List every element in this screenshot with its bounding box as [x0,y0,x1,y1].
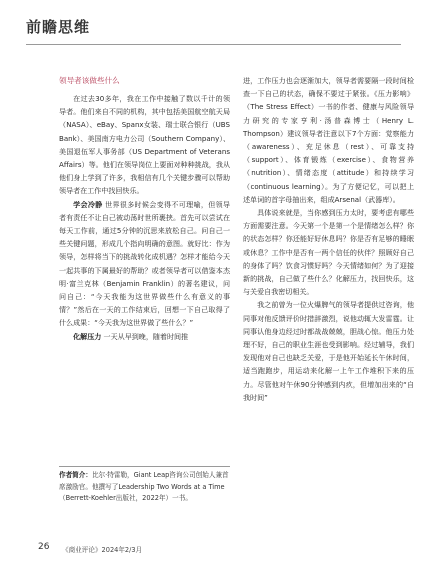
paragraph-case: 我之前曾为一位火爆脾气的领导者提供过咨询，他同事对他反馈评价时措辞激烈，说他动辄大发雷霆。让同事认他身边经过时都战战兢兢，胆战心惊。他压力处理不好，自己的职业生涯也受到影响。经过辅导，我们发现他对自己也缺乏关爱，于是他开始延长午休时间，适当跑跑步，用运动来化解一上午工作堆积下来的压力。尽管他对午休90分钟感到内疚，但增加出来的“自我时间” [243,300,414,402]
paragraph-specifics: 具体说来就是，当你感到压力太时，要考虑有哪些方面需要注意。今天第一个是第一个是情绪怎么样？你的状态怎样？你还能好好休息吗？你是否有足够的睡眠或休息？工作中是否有一两个信任的伙伴？照顾好自己的身体了吗？饮食习惯好吗？今天情绪如何？为了迎接新的挑战，自己做了些什么？化解压力，找回快乐，这与关爱自我密切相关。 [243,208,414,297]
author-note-rule [59,466,230,467]
stay-calm-lead: 学会冷静 [73,199,103,209]
header-title: 前瞻思维 [26,18,91,36]
relieve-stress-text: 一天从早到晚，随着时间推 [103,331,189,341]
page-number: 26 [38,542,50,552]
paragraph-relieve-stress [59,330,230,343]
relieve-stress-lead: 化解压力 [73,331,102,341]
header-rule [26,44,401,45]
author-note [59,470,230,505]
section-heading: 领导者该做些什么 [59,76,120,85]
paragraph-continued: 进，工作压力也会逐渐加大，领导者需要隔一段时间检查一下自己的状态，确保不要过于紧张。《压力影响》（The Stress Effect）一书的作者、健康与风险领导力研究的专家亨利·汤普森博士（Henry L. Thompson）建议领导者注意以下7个方面：觉察能力（awareness）、充足休息（rest）、可靠支持（support）、体育锻炼（exercise）、食物营养（nutrition）、情绪态度（attitude）和持续学习（continuous learning）。为了方便记忆，可以把上述单词的首字母抽出来，组成Arsenal（武器库）。 [243,76,414,204]
journal-footer: 《商业评论》2024年2/3月 [62,546,143,554]
author-note-lead: 作者简介： [59,471,92,479]
stay-calm-text: 世界很多时候会变得不可理喻，但领导者有责任不让自己被动荡时世所裹挟。首先可以尝试在每天工作前，通过5分钟的沉思来放松自己。问自己一些关键问题，形成几个指向明确的意图。就好比：作为领导，怎样将当下的挑战转化成机遇？怎样才能给今天一起共事的下属最好的帮助？或者领导者可以借鉴本杰明·富兰克林（Benjamin Franklin）的著名建议，问问自己：“今天我能为这世界做些什么有意义的事情？”然后在一天的工作结束后，回想一下自己取得了什么成果：“今天我为这世界做了些什么？” [59,199,230,328]
paragraph-stay-calm [59,198,230,330]
author-note-text: 比尔·特雷勒，Giant Leap咨询公司创始人兼首席激励官。他撰写了Leadership Two Words at a Time（Berrett-Koehler出版社，2022年）一书。 [59,471,229,502]
paragraph-intro: 在过去30多年，我在工作中接触了数以千计的领导者。他们来自不同的机构，其中包括美国航空航天局（NASA）、eBay、Spanx女装、瑞士联合银行（UBS Bank）、美国南方电力公司（Southern Company）、美国退伍军人事务部（US Department of Veterans Affairs）等。他们在领导岗位上要面对种种挑战，我从他们身上学到了许多，我相信有几个关键步骤可以帮助领导者在工作中找回快乐。 [59,94,230,196]
left-column [59,74,230,343]
right-column [243,74,414,404]
